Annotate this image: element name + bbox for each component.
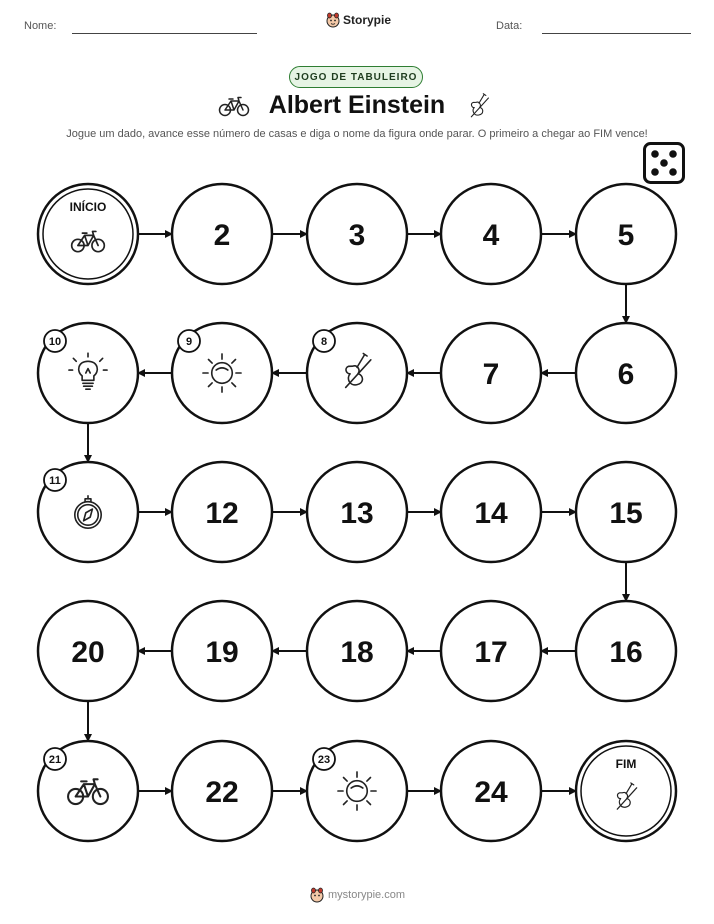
- board-cell-10[interactable]: [38, 323, 138, 423]
- board-cell-2[interactable]: [172, 184, 272, 284]
- instructions: Jogue um dado, avance esse número de casas e diga o nome da figura onde parar. O primeiro a chegar ao FIM vence!: [66, 128, 648, 140]
- cell-number: 15: [609, 497, 643, 530]
- board-cell-25[interactable]: [576, 741, 676, 841]
- board-cell-3[interactable]: [307, 184, 407, 284]
- cell-number: 17: [474, 636, 508, 669]
- cell-number: 19: [205, 636, 239, 669]
- board-cell-20[interactable]: [38, 601, 138, 701]
- board-cell-13[interactable]: [307, 462, 407, 562]
- cell-number: 6: [617, 358, 635, 391]
- cell-number: 2: [213, 219, 231, 252]
- cell-number: 18: [340, 636, 374, 669]
- cell-number: 10: [48, 336, 62, 348]
- board-cell-6[interactable]: [576, 323, 676, 423]
- cell-number: 22: [205, 776, 239, 809]
- cell-number: 11: [49, 475, 61, 487]
- board-cell-14[interactable]: [441, 462, 541, 562]
- cell-number: 24: [474, 776, 508, 809]
- cell-number: 12: [205, 497, 239, 530]
- board-cell-21[interactable]: [38, 741, 138, 841]
- board-cell-12[interactable]: [172, 462, 272, 562]
- footer-url: mystorypie.com: [328, 889, 406, 901]
- board-cell-15[interactable]: [576, 462, 676, 562]
- end-label: FIM: [615, 757, 637, 771]
- name-label: Nome:: [24, 20, 57, 32]
- cell-number: 7: [482, 358, 500, 391]
- start-label: INÍCIO: [69, 200, 107, 214]
- footer: [310, 887, 405, 903]
- game-type-badge: JOGO DE TABULEIRO: [289, 66, 423, 88]
- page-title: Albert Einstein: [268, 91, 446, 119]
- board-cell-22[interactable]: [172, 741, 272, 841]
- board-cell-18[interactable]: [307, 601, 407, 701]
- board-cell-4[interactable]: [441, 184, 541, 284]
- cell-number: 13: [340, 497, 374, 530]
- cell-number: 4: [482, 219, 500, 252]
- board-cell-1[interactable]: [38, 184, 138, 284]
- board-cell-19[interactable]: [172, 601, 272, 701]
- cell-number: 14: [474, 497, 508, 530]
- cell-number: 21: [48, 754, 62, 766]
- brand-name: Storypie: [343, 13, 392, 27]
- board-cell-23[interactable]: [307, 741, 407, 841]
- board-cell-8[interactable]: [307, 323, 407, 423]
- board-cell-17[interactable]: [441, 601, 541, 701]
- cell-number: 8: [320, 336, 328, 348]
- date-label: Data:: [496, 20, 523, 32]
- board-cell-16[interactable]: [576, 601, 676, 701]
- cell-number: 16: [609, 636, 643, 669]
- cell-number: 20: [71, 636, 105, 669]
- cell-number: 3: [348, 219, 366, 252]
- mascot-icon: [310, 887, 324, 903]
- cell-number: 5: [617, 219, 635, 252]
- board-cell-11[interactable]: [38, 462, 138, 562]
- cell-number: 9: [185, 336, 193, 348]
- board-cell-9[interactable]: [172, 323, 272, 423]
- board-cell-5[interactable]: [576, 184, 676, 284]
- board-cell-24[interactable]: [441, 741, 541, 841]
- board-cell-7[interactable]: [441, 323, 541, 423]
- cell-number: 23: [317, 754, 331, 766]
